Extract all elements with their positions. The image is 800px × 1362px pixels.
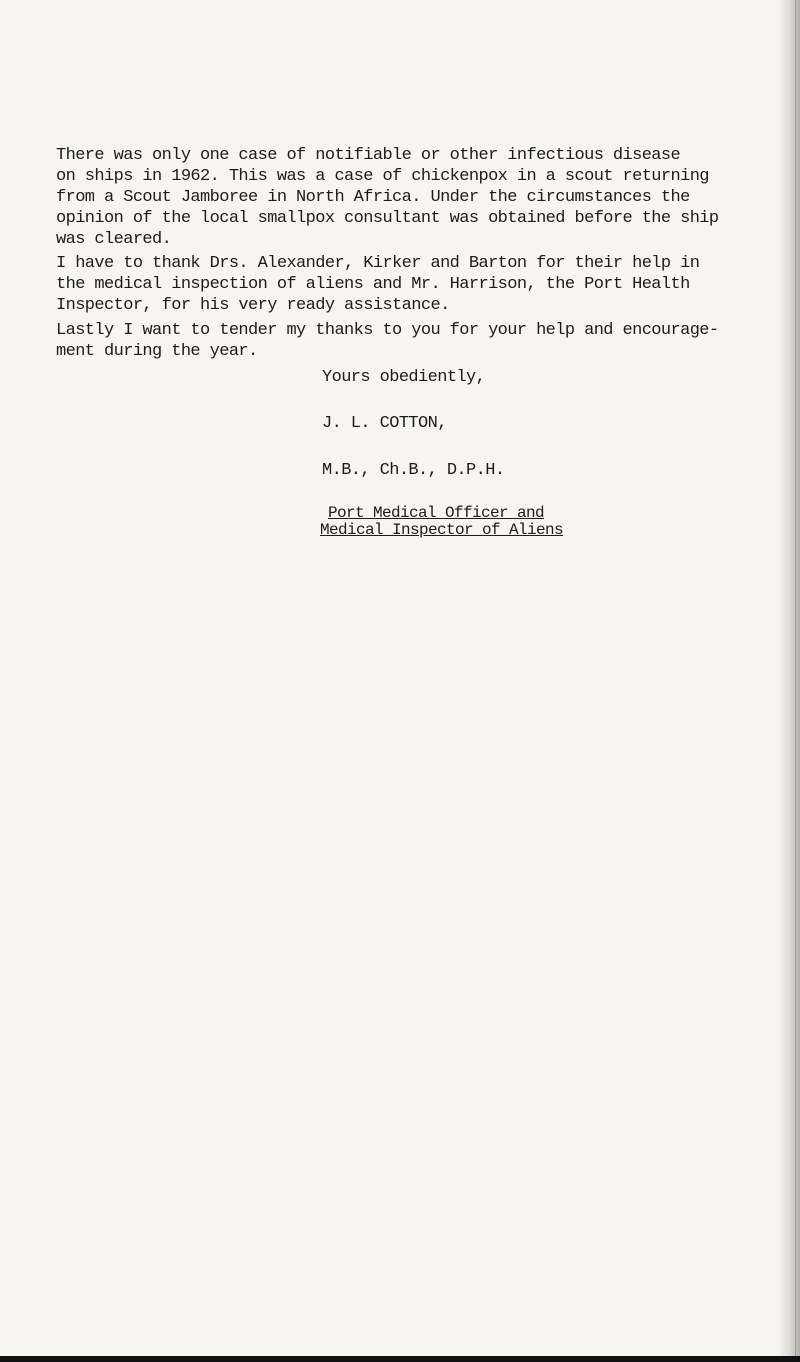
paragraph-thanks-doctors: I have to thank Drs. Alexander, Kirker and Barton for their help in the medical inspection of aliens and Mr. Harrison, the Port Health Inspector, for his very ready assistance. [56,254,700,315]
page-edge-shadow [778,0,800,1362]
signature-name: J. L. COTTON, [322,414,447,433]
signature-title-line-1: Port Medical Officer and [328,504,545,522]
paragraph-closing-thanks: Lastly I want to tender my thanks to you for your help and encourage- ment during the year. [56,321,719,361]
page-bottom-edge [0,1356,800,1362]
paragraph-infectious-disease: There was only one case of notifiable or other infectious disease on ships in 1962. This was a case of chickenpox in a scout returning from a Scout Jamboree in North Africa. Under the circumstances the opinion of the local smallpox consultant was obtained before the ship was cleared. [56,146,719,249]
signature-qualifications: M.B., Ch.B., D.P.H. [322,461,505,480]
signature-title-line-2: Medical Inspector of Aliens [320,521,564,539]
signature-title [320,505,563,539]
page-edge-line [795,0,796,1362]
signature-closing: Yours obediently, [322,368,486,387]
